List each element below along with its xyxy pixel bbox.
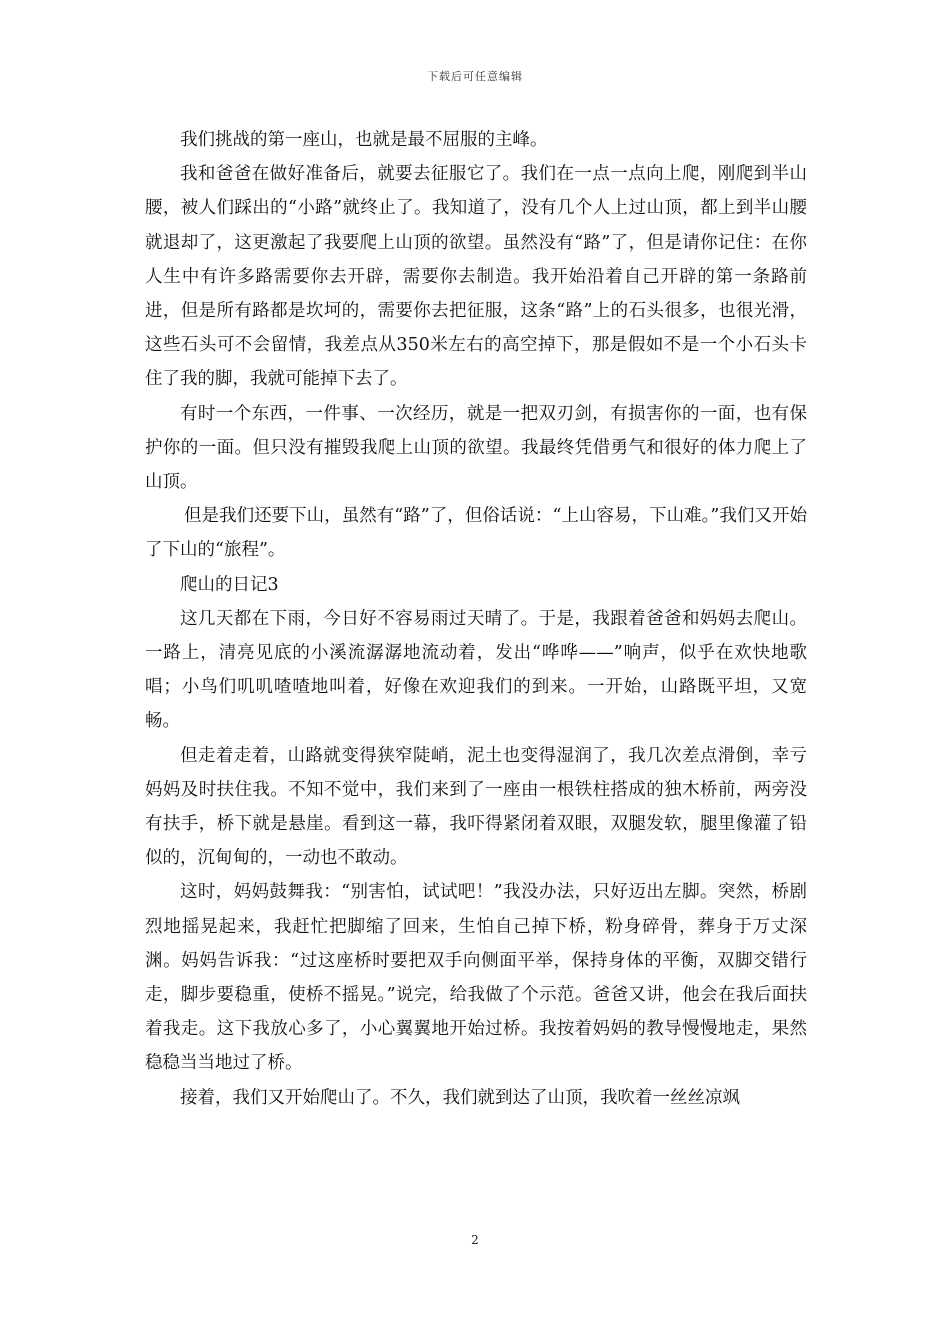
paragraph: 有时一个东西，一件事、一次经历，就是一把双刃剑，有损害你的一面，也有保护你的一面。但只没有摧毁我爬上山顶的欲望。我最终凭借勇气和很好的体力爬上了山顶。 bbox=[145, 403, 807, 493]
document-body bbox=[145, 123, 807, 1115]
paragraph: 我们挑战的第一座山，也就是最不屈服的主峰。 bbox=[180, 130, 548, 150]
page-number: 2 bbox=[471, 1233, 479, 1247]
section-heading: 爬山的日记3 bbox=[180, 574, 279, 595]
paragraph: 但是我们还要下山，虽然有“路”了，但俗话说：“上山容易，下山难。”我们又开始了下山的“旅程”。 bbox=[145, 506, 807, 561]
page-header: 下载后可任意编辑 bbox=[427, 70, 523, 83]
paragraph: 这几天都在下雨，今日好不容易雨过天晴了。于是，我跟着爸爸和妈妈去爬山。一路上，清亮见底的小溪流潺潺地流动着，发出“哗哗——”响声，似乎在欢快地歌唱；小鸟们叽叽喳喳地叫着，好像在欢迎我们的到来。一开始，山路既平坦，又宽畅。 bbox=[145, 608, 807, 732]
paragraph: 这时，妈妈鼓舞我：“别害怕，试试吧！”我没办法，只好迈出左脚。突然，桥剧烈地摇晃起来，我赶忙把脚缩了回来，生怕自己掉下桥，粉身碎骨，葬身于万丈深渊。妈妈告诉我：“过这座桥时要把双手向侧面平举，保持身体的平衡，双脚交错行走，脚步要稳重，使桥不摇晃。”说完，给我做了个示范。爸爸又讲，他会在我后面扶着我走。这下我放心多了，小心翼翼地开始过桥。我按着妈妈的教导慢慢地走，果然稳稳当当地过了桥。 bbox=[145, 882, 807, 1074]
paragraph: 我和爸爸在做好准备后，就要去征服它了。我们在一点一点向上爬，刚爬到半山腰，被人们踩出的“小路”就终止了。我知道了，没有几个人上过山顶，都上到半山腰就退却了，这更激起了我要爬上山顶的欲望。虽然没有“路”了，但是请你记住：在你人生中有许多路需要你去开辟，需要你去制造。我开始沿着自己开辟的第一条路前进，但是所有路都是坎坷的，需要你去把征服，这条“路”上的石头很多，也很光滑，这些石头可不会留情，我差点从350米左右的高空掉下，那是假如不是一个小石头卡住了我的脚，我就可能掉下去了。 bbox=[145, 164, 807, 390]
paragraph: 但走着走着，山路就变得狭窄陡峭，泥土也变得湿润了，我几次差点滑倒，幸亏妈妈及时扶住我。不知不觉中，我们来到了一座由一根铁柱搭成的独木桥前，两旁没有扶手，桥下就是悬崖。看到这一幕，我吓得紧闭着双眼，双腿发软，腿里像灌了铅似的，沉甸甸的，一动也不敢动。 bbox=[145, 745, 807, 869]
paragraph: 接着，我们又开始爬山了。不久，我们就到达了山顶，我吹着一丝丝凉飒 bbox=[180, 1087, 740, 1108]
